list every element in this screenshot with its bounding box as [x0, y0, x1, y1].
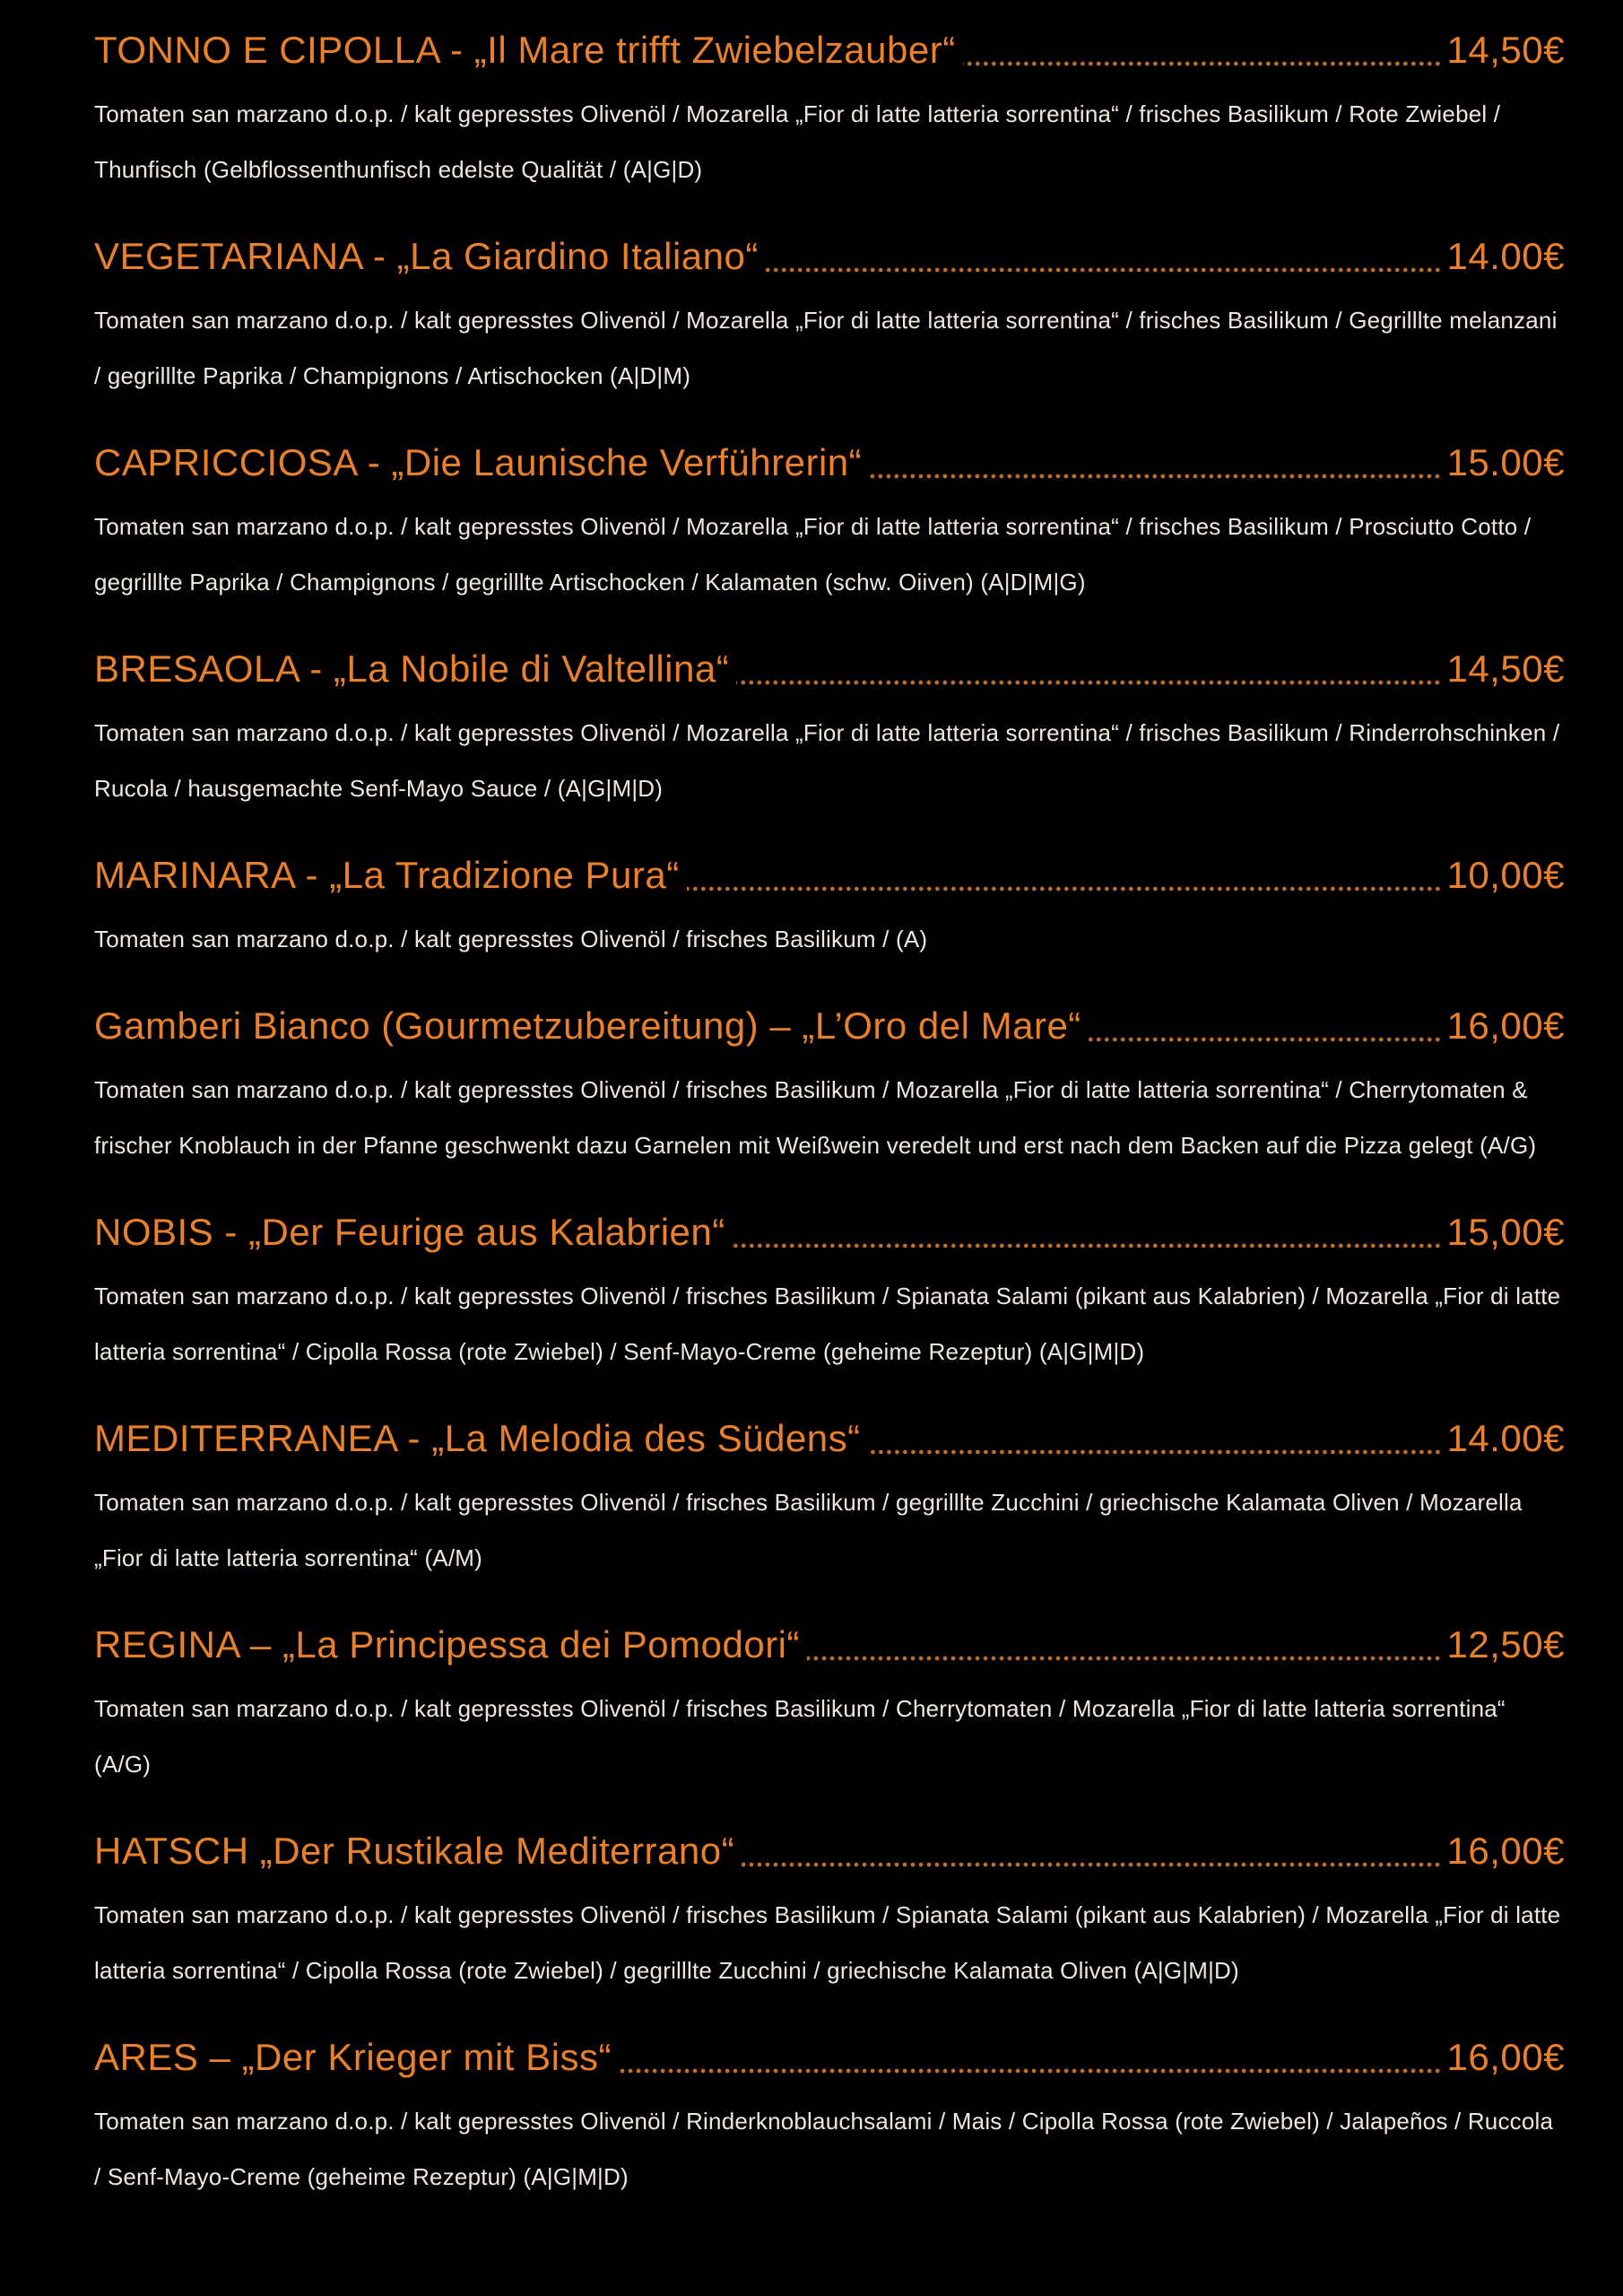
- menu-item-price: 15.00€: [1446, 441, 1565, 483]
- menu-item-title: REGINA – „La Principessa dei Pomodori“: [94, 1623, 800, 1665]
- dotted-leader: [868, 1449, 1442, 1455]
- menu-item-title-row: [94, 642, 1565, 696]
- menu-item-description: Tomaten san marzano d.o.p. / kalt gepresstes Olivenöl / frisches Basilikum / (A): [94, 926, 928, 952]
- menu-item-description: Tomaten san marzano d.o.p. / kalt gepresstes Olivenöl / Mozarella „Fior di latte latteria sorrentina“ / frisches Basilikum / Rote Zwiebel / Thunfisch (Gelbflossenthunfisch edelste Qualität / (A|G|D): [94, 100, 1501, 183]
- menu-item-description: Tomaten san marzano d.o.p. / kalt gepresstes Olivenöl / frisches Basilikum / gegrilllte Zucchini / griechische Kalamata Oliven / Mozarella „Fior di latte latteria sorrentina“ (A/M): [94, 1489, 1523, 1571]
- menu-item-title: NOBIS - „Der Feurige aus Kalabrien“: [94, 1211, 725, 1253]
- menu-item-title-row: [94, 230, 1565, 283]
- menu-item-mediterranea: [94, 1412, 1565, 1586]
- menu-item-price: 14,50€: [1446, 29, 1565, 71]
- menu-item-description: Tomaten san marzano d.o.p. / kalt gepresstes Olivenöl / frisches Basilikum / Mozarella „Fior di latte latteria sorrentina“ / Cherrytomaten & frischer Knoblauch in der Pfanne geschwenkt dazu Garnelen mit Weißwein veredelt und erst nach dem Backen auf die Pizza gelegt (A/G): [94, 1076, 1537, 1159]
- menu-item-title-row: [94, 1824, 1565, 1878]
- menu-item-hatsch: [94, 1824, 1565, 1998]
- dotted-leader: [869, 474, 1441, 479]
- menu-item-title: TONNO E CIPOLLA - „Il Mare trifft Zwiebelzauber“: [94, 29, 956, 71]
- menu-item-tonno-e-cipolla: [94, 23, 1565, 197]
- menu-item-regina: [94, 1618, 1565, 1792]
- menu-item-title: VEGETARIANA - „La Giardino Italiano“: [94, 235, 759, 277]
- menu-item-title-row: [94, 1205, 1565, 1259]
- menu-item-title: ARES – „Der Krieger mit Biss“: [94, 2036, 612, 2078]
- menu-item-price: 14.00€: [1446, 235, 1565, 277]
- menu-item-title-row: [94, 2031, 1565, 2084]
- menu-item-title-row: [94, 1412, 1565, 1465]
- menu-item-price: 15,00€: [1446, 1211, 1565, 1253]
- dotted-leader: [736, 680, 1441, 685]
- menu-item-price: 16,00€: [1446, 2036, 1565, 2078]
- menu-item-price: 10,00€: [1446, 854, 1565, 896]
- dotted-leader: [733, 1243, 1442, 1248]
- menu-item-title: BRESAOLA - „La Nobile di Valtellina“: [94, 648, 730, 690]
- menu-item-description: Tomaten san marzano d.o.p. / kalt gepresstes Olivenöl / Mozarella „Fior di latte latteria sorrentina“ / frisches Basilikum / Rinderrohschinken / Rucola / hausgemachte Senf-Mayo Sauce / (A|G|M|D): [94, 719, 1560, 802]
- menu-item-description: Tomaten san marzano d.o.p. / kalt gepresstes Olivenöl / Mozarella „Fior di latte latteria sorrentina“ / frisches Basilikum / Gegrilllte melanzani / gegrilllte Paprika / Champignons / Artischocken (A|D|M): [94, 307, 1558, 389]
- dotted-leader: [963, 61, 1442, 66]
- menu-item-description: Tomaten san marzano d.o.p. / kalt gepresstes Olivenöl / frisches Basilikum / Spianata Salami (pikant aus Kalabrien) / Mozarella „Fior di latte latteria sorrentina“ / Cipolla Rossa (rote Zwiebel) / gegrilllte Zucchini / griechische Kalamata Oliven (A|G|M|D): [94, 1901, 1561, 1984]
- dotted-leader: [766, 267, 1442, 273]
- menu-item-title: MEDITERRANEA - „La Melodia des Südens“: [94, 1417, 861, 1459]
- menu-item-title-row: [94, 999, 1565, 1053]
- menu-item-description: Tomaten san marzano d.o.p. / kalt gepresstes Olivenöl / frisches Basilikum / Cherrytomaten / Mozarella „Fior di latte latteria sorrentina“ (A/G): [94, 1695, 1506, 1778]
- menu-item-price: 14.00€: [1446, 1417, 1565, 1459]
- menu-item-price: 14,50€: [1446, 648, 1565, 690]
- menu-item-title-row: [94, 23, 1565, 77]
- dotted-leader: [807, 1656, 1442, 1661]
- menu-item-title-row: [94, 848, 1565, 902]
- menu-item-title: MARINARA - „La Tradizione Pura“: [94, 854, 680, 896]
- dotted-leader: [742, 1862, 1441, 1867]
- menu-item-title-row: [94, 1618, 1565, 1672]
- menu-item-nobis: [94, 1205, 1565, 1379]
- dotted-leader: [1089, 1037, 1442, 1042]
- menu-item-marinara: [94, 848, 1565, 967]
- menu-item-capricciosa: [94, 436, 1565, 610]
- menu-item-price: 12,50€: [1446, 1623, 1565, 1665]
- menu-item-bresaola: [94, 642, 1565, 816]
- menu-item-description: Tomaten san marzano d.o.p. / kalt gepresstes Olivenöl / Rinderknoblauchsalami / Mais / Cipolla Rossa (rote Zwiebel) / Jalapeños / Ruccola / Senf-Mayo-Creme (geheime Rezeptur) (A|G|M|D): [94, 2108, 1554, 2190]
- menu-item-title-row: [94, 436, 1565, 490]
- menu-item-description: Tomaten san marzano d.o.p. / kalt gepresstes Olivenöl / frisches Basilikum / Spianata Salami (pikant aus Kalabrien) / Mozarella „Fior di latte latteria sorrentina“ / Cipolla Rossa (rote Zwiebel) / Senf-Mayo-Creme (geheime Rezeptur) (A|G|M|D): [94, 1283, 1561, 1365]
- menu-list: [94, 23, 1565, 2205]
- menu-item-ares: [94, 2031, 1565, 2205]
- menu-item-price: 16,00€: [1446, 1830, 1565, 1872]
- dotted-leader: [619, 2068, 1442, 2074]
- menu-item-gamberi-bianco: [94, 999, 1565, 1173]
- menu-item-title: CAPRICCIOSA - „Die Launische Verführerin“: [94, 441, 863, 483]
- menu-item-price: 16,00€: [1446, 1004, 1565, 1047]
- dotted-leader: [687, 886, 1442, 891]
- menu-item-title: HATSCH „Der Rustikale Mediterrano“: [94, 1830, 735, 1872]
- menu-item-title: Gamberi Bianco (Gourmetzubereitung) – „L’Oro del Mare“: [94, 1004, 1081, 1047]
- menu-item-vegetariana: [94, 230, 1565, 404]
- menu-item-description: Tomaten san marzano d.o.p. / kalt gepresstes Olivenöl / Mozarella „Fior di latte latteria sorrentina“ / frisches Basilikum / Prosciutto Cotto / gegrilllte Paprika / Champignons / gegrilllte Artischocken / Kalamaten (schw. Oiiven) (A|D|M|G): [94, 513, 1532, 596]
